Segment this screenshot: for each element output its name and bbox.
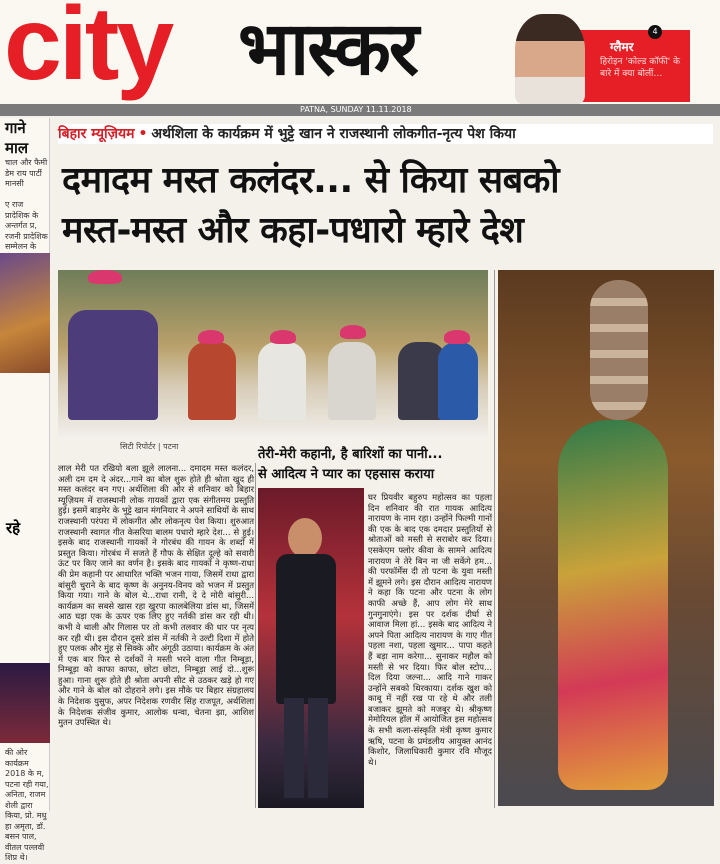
adjacent-text-bottom: की ओर कार्यक्रम 2018 के म, पटना रही गया, अनिता, राजम शेली द्वारा किया, प्रो. मधु हा अमृता, डॉ. बसन पाल, वीतल पल्लवी शिप्र थे।	[5, 748, 49, 862]
logo-city: city	[4, 0, 172, 102]
singer-aditya-photo	[258, 488, 364, 808]
dateline: PATNA, SUNDAY 11.11.2018	[0, 104, 720, 116]
article-column-2: घर प्रियवीर बहुरुप महोत्सव का पहला दिन शनिवार की रात गायक आदित्य नारायण के नाम रहा। उन्होंने फिल्मी गानों की एक के बाद एक दमदार प्रस्तुतियों से श्रोताओं को मस्ती से सराबोर कर दिया। एसकेएम फ्लोर कीवा के सामने आदित्य नारायण ने तेरे बिन ना जी सकेंगे हम... की परफॉर्मेंस दी तो पटना के युवा मस्ती में झूमने लगे। इस दौरान आदित्य नारायण ने कहा कि पटना और पटना के लोग काफी अच्छे हैं, आप लोग मेरे साथ गुनगुनाएंगे। इस पर दर्शक दीर्घा से आवाज मिला हां... इसके बाद आदित्य ने अपने पिता आदित्य नारायण के गाए गीत पहला नशा, पहला खुमार... पापा कहते हैं बड़ा नाम करेगा... सुनाकर महौल को मस्ती से भर दिया। फिर बोल स्टोप... दिल दिया जल्ना... आदि गाने गाकर उन्होंने सबको थिरकाया। दर्शक खुश को काबू में नहीं रख पा रहे थे और तली बजाकर झूमते को मजबूर थे। श्रीकृष्ण मेमोरियल हॉल में आयोजित इस महोत्सव के सभी कला-संस्कृति मंत्री कृष्ण कुमार ऋषि, पटना के प्रमंडलीय आयुक्त आनंद किशोर, जिलाधिकारी कुमार रवि मौजूद थे।	[368, 492, 492, 767]
performer-figure	[438, 342, 478, 420]
main-headline	[62, 156, 712, 256]
adjacent-photo	[0, 253, 50, 373]
headline-line-2: मस्त-मस्त और कहा-पधारो म्हारे देश	[62, 210, 524, 251]
singer-figure	[68, 310, 158, 420]
kicker-line	[58, 124, 713, 144]
stacked-pots	[590, 280, 648, 420]
headline-line-1: दमादम मस्त कलंदर... से किया सबको	[62, 160, 560, 201]
glamour-teaser-photo	[515, 14, 585, 104]
performer-figure	[258, 342, 306, 420]
adjacent-text-top: चाल और फैमी डेम राय पार्टी मानसी ए राज प्रादेशिक के अन्तर्गत प्र, रजनी प्रादेशिक सम्मेलन के	[5, 158, 48, 251]
column-divider	[255, 463, 256, 808]
singer-turban	[88, 270, 122, 284]
secondary-headline	[258, 445, 494, 485]
dancer-figure	[558, 420, 668, 790]
subhead-line-1: तेरी-मेरी कहानी, है बारिशों का पानी...	[258, 447, 443, 462]
column-divider	[494, 270, 495, 808]
performers-photo	[58, 270, 488, 438]
kicker-label: बिहार म्यूज़ियम	[58, 126, 135, 142]
singer-legs	[284, 698, 328, 798]
kicker-dot: •	[138, 126, 148, 142]
subhead-line-2: से आदित्य ने प्यार का एहसास कराया	[258, 467, 435, 482]
singer-jacket	[276, 554, 336, 704]
logo-bhaskar: भास्कर	[238, 6, 418, 92]
adjacent-dark-photo	[0, 663, 50, 743]
performer-turban	[198, 330, 224, 344]
dancer-photo	[498, 270, 714, 806]
performer-figure	[188, 342, 236, 420]
page-number-badge: 4	[648, 25, 662, 39]
adjacent-subhead: रहे	[6, 519, 21, 537]
performer-figure	[328, 342, 376, 420]
masthead	[0, 0, 720, 108]
article-column-1: लाल मेरी पत रखियो बला झूले लालना... दमादम मस्त कलंदर, अली दम दम दे अंदर...गाने का बोल शुरू होते ही श्रोता खुद ही मस्त कलंदर बन गए। अर्थशिला की ओर से शनिवार को बिहार म्यूज़ियम में राजस्थानी लोक गायकों द्वारा एक संगीतमय प्रस्तुति हुई। इसमें बाड़मेर के भुट्टे खान मंगनियार ने अपने साथियों के साथ राजस्थानी परंपरा में लोकगीत और लोकनृत्य पेश किया। शुरुआत राजस्थानी स्वागत गीत केसरिया बालम पधारो म्हारे देश... से हुई। इसके बाद राजस्थानी गायकों ने गोरबंध की गायन के शब्दों में प्रस्तुत किया। गोरबंध में सजते हैं गौफ के सेक्षित दूल्हे को सवारी ऊंट पर किए जाने का वर्णन है। इसके बाद गायकों ने कृष्ण-राधा की प्रेम कहानी पर आधारित भक्ति भजन गाया, जिसमें राधा द्वारा बांसुरी चुराने के बाद कृष्ण के अनुनय-विनय को भजन में प्रस्तुत किया गया। गाने के बोल थे...राधा रानी, दे दे मोरी बांसुरी... कार्यक्रम का सबसे खास रहा खुरपा कालबेलिया डांस था, जिसमें आठ घड़ा एक के ऊपर एक लिए हुए नर्तकी डांस कर रही थी। कभी वे थाली और गिलास पर तो कभी तलवार की धार पर नृत्य कर रही थी। इस दौरान दूसरे डांस में नर्तकी ने उल्टी दिशा में होते हुए पलक और मुंह से सिक्के और अंगूठी उठाया। कार्यक्रम के अंत में एक बार फिर से दर्शकों ने मस्ती भरने वाला गीत निम्बूड़ा, निम्बूड़ा को काफा काफा, छोटा छोटा, निम्बूड़ा लाई दो...शुरू हुआ। गाना शुरू होते ही श्रोता अपनी सीट से उठकर खड़े हो गए और गाने के बोल को दोहराने लगे। इस मौके पर बिहार संग्रहालय के निदेशक युसुफ, अपर निदेशक रणवीर सिंह राजपूत, अर्थशिला के निदेशक संजीव कुमार, आलोक धन्वा, चेतना झा, आशिश मुतन उपस्थित थे।	[58, 463, 254, 728]
adjacent-headline: गाने माल	[5, 119, 29, 157]
singer-head	[288, 518, 322, 558]
kicker-text: अर्थशिला के कार्यक्रम में भुट्टे खान ने राजस्थानी लोकगीत-नृत्य पेश किया	[151, 126, 516, 142]
photo-credit: सिटी रिपोर्टर | पटना	[120, 442, 179, 451]
performer-turban	[444, 330, 470, 344]
performer-turban	[340, 325, 366, 339]
glamour-teaser-title: ग्लैमर	[610, 40, 634, 54]
glamour-teaser-text: हिरोइन 'कोल्ड कॉफी' के बारे में क्या बोलीं…	[600, 57, 681, 79]
adjacent-column	[0, 118, 50, 862]
performer-turban	[270, 330, 296, 344]
